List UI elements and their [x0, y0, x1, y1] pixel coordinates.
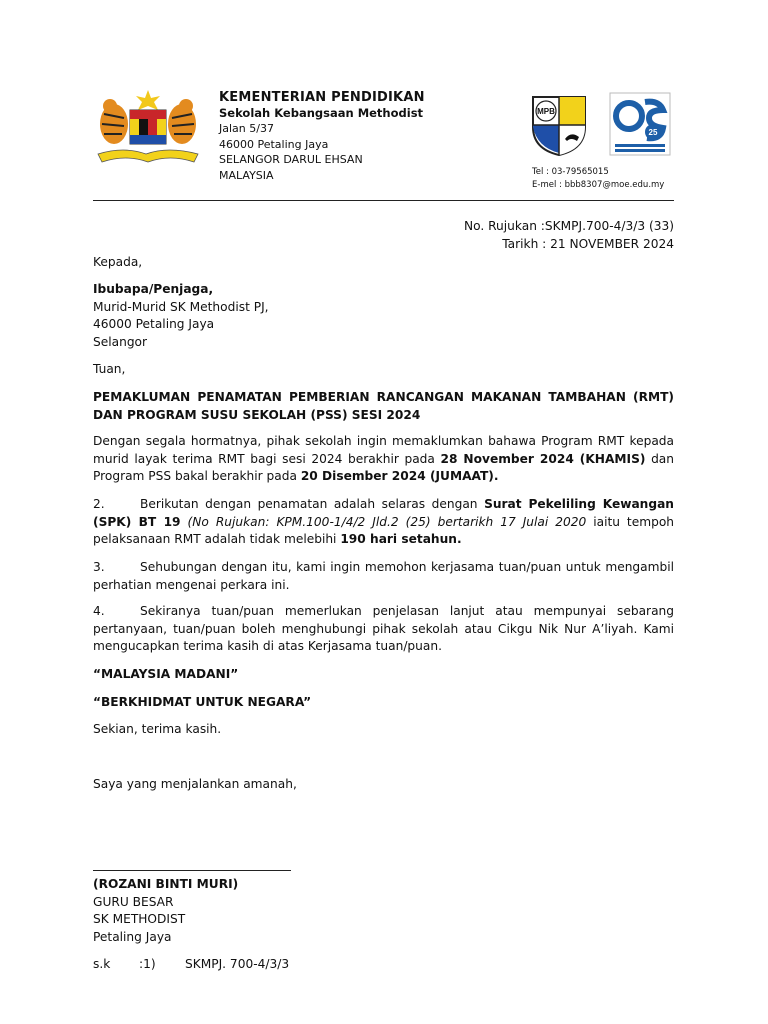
school-logo-icon: [527, 93, 591, 157]
paragraph-number: 3.: [93, 560, 105, 574]
recipient-line: 46000 Petaling Jaya: [93, 317, 215, 331]
recipient-line: Selangor: [93, 334, 148, 349]
letterhead-organization: [219, 90, 425, 183]
contact-info: [532, 166, 664, 191]
signatory-school: SK METHODIST: [93, 912, 186, 926]
cc-number: :1): [139, 957, 156, 971]
header-divider: [93, 200, 674, 201]
p2-text: iaitu tempoh pelaksanaan RMT adalah tidak melebihi: [93, 514, 674, 546]
address-line: SELANGOR DARUL EHSAN: [219, 153, 363, 166]
closing-remark: Sekian, terima kasih.: [93, 722, 222, 736]
trust-phrase: Saya yang menjalankan amanah,: [93, 777, 297, 791]
signature-line: [93, 870, 291, 871]
letter-subject: PEMAKLUMAN PENAMATAN PEMBERIAN RANCANGAN MAKANAN TAMBAHAN (RMT) DAN PROGRAM SUSU SEKOLAH (PSS) SESI 2024: [93, 390, 674, 422]
paragraph-4: [93, 603, 674, 656]
signatory-title: GURU BESAR: [93, 894, 174, 909]
p2-circular: Surat Pekeliling Kewangan (SPK) BT 19: [93, 497, 674, 529]
p2-text: Berikutan dengan penamatan adalah selaras dengan: [140, 497, 485, 511]
address-line: Jalan 5/37: [219, 122, 274, 135]
school-name: Sekolah Kebangsaan Methodist: [219, 105, 424, 120]
iso-logo-text: 25: [648, 128, 658, 137]
slogan-berkhidmat: “BERKHIDMAT UNTUK NEGARA”: [93, 695, 312, 709]
recipient-name: Ibubapa/Penjaga,: [93, 282, 214, 296]
reference-number: No. Rujukan :SKMPJ.700-4/3/3 (33): [464, 219, 674, 233]
cc-reference: SKMPJ. 700-4/3/3: [185, 957, 290, 971]
paragraph-1: [93, 433, 674, 486]
letter-date: Tarikh : 21 NOVEMBER 2024: [502, 237, 674, 251]
recipient-line: Murid-Murid SK Methodist PJ,: [93, 299, 269, 314]
phone-number: Tel : 03-79565015: [532, 167, 609, 177]
coat-of-arms-icon: [94, 88, 202, 170]
to-label: Kepada,: [93, 255, 143, 269]
recipient-block: [93, 281, 674, 351]
cc-label: s.k: [93, 957, 111, 971]
iso-certification-logo-icon: [609, 92, 671, 156]
paragraph-number: 4.: [93, 604, 105, 618]
p4-text: Sekiranya tuan/puan memerlukan penjelasan lanjut atau mempunyai sebarang pertanyaan, tuan/puan boleh menghubungi pihak sekolah atau Cikgu Nik Nur A’liyah. Kami mengucapkan terima kasih di atas Kerjasama tuan/puan.: [93, 604, 674, 653]
paragraph-number: 2.: [93, 497, 105, 511]
paragraph-2: [93, 496, 674, 549]
signatory-place: Petaling Jaya: [93, 929, 172, 944]
address-line: MALAYSIA: [219, 168, 274, 182]
mpb-logo-text: MPB: [537, 107, 555, 116]
p1-text: dan Program PSS bakal berakhir pada: [93, 451, 674, 483]
salutation: Tuan,: [93, 362, 126, 376]
slogan-madani: “MALAYSIA MADANI”: [93, 667, 239, 681]
ministry-name: KEMENTERIAN PENDIDIKAN: [219, 90, 425, 105]
carbon-copy: [93, 956, 674, 974]
paragraph-3: [93, 559, 674, 594]
p3-text: Sehubungan dengan itu, kami ingin memohon kerjasama tuan/puan untuk mengambil perhatian mengenai perkara ini.: [93, 560, 674, 592]
signatory-name: (ROZANI BINTI MURI): [93, 877, 239, 891]
p2-duration: 190 hari setahun.: [340, 532, 462, 546]
email-address: E-mel : bbb8307@moe.edu.my: [532, 179, 665, 190]
address-line: 46000 Petaling Jaya: [219, 137, 329, 151]
signatory-block: [93, 876, 674, 946]
p1-date-pss: 20 Disember 2024 (JUMAAT).: [300, 469, 499, 483]
p2-circular-ref: (No Rujukan: KPM.100-1/4/2 Jld.2 (25) bertarikh 17 Julai 2020: [180, 514, 587, 529]
p1-date-rmt: 28 November 2024 (KHAMIS): [440, 451, 646, 466]
p1-text: Dengan segala hormatnya, pihak sekolah ingin memaklumkan bahawa Program RMT kepada murid layak terima RMT bagi sesi 2024 berakhir pada: [93, 434, 674, 466]
